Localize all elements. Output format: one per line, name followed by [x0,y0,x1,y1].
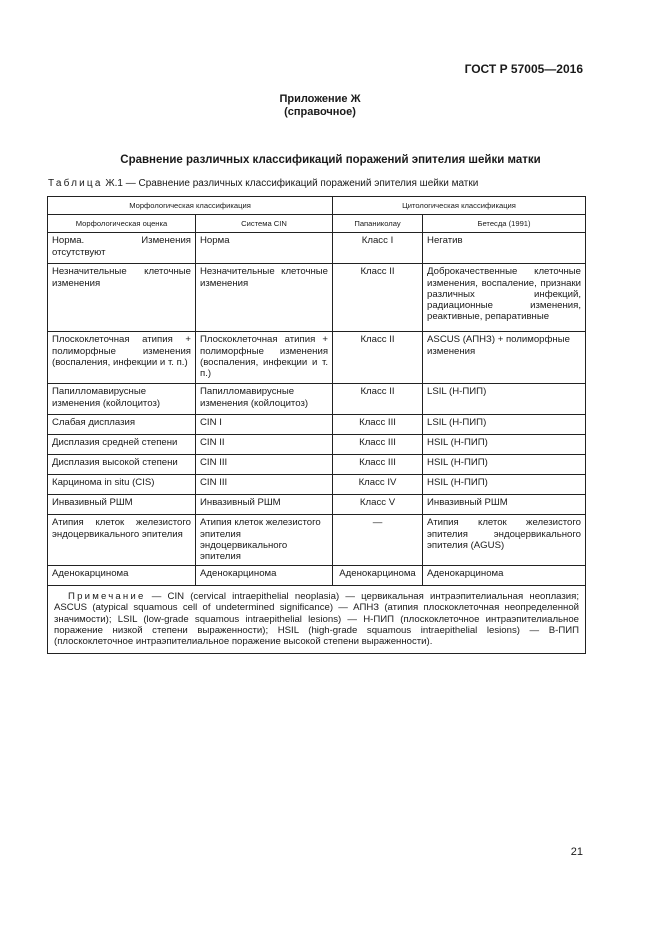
table-caption-label: Ж.1 — Сравнение различных классификаций поражений эпителия шейки матки [102,178,479,189]
table-cell: Инвазивный РШМ [423,495,586,515]
table-caption-prefix: Таблица [48,178,103,189]
table-cell: Аденокарцинома [48,566,196,586]
table-cell: Аденокарцинома [196,566,333,586]
table-cell: HSIL (Н-ПИП) [423,455,586,475]
classification-table [47,196,586,654]
table-cell: Норма. Изменения отсутствуют [48,233,196,264]
table-cell: — [333,515,423,566]
appendix-subtitle: (справочное) [284,106,356,118]
table-cell: Класс III [333,435,423,455]
table-cell: Класс III [333,415,423,435]
table-row [48,435,586,455]
table-cell: Незначительные клеточные изменения [196,264,333,332]
table-cell: Дисплазия высокой степени [48,455,196,475]
table-row [48,495,586,515]
table-cell: LSIL (Н-ПИП) [423,415,586,435]
table-cell: Папилломавирусные изменения (койлоцитоз) [48,384,196,415]
table-cell: Доброкачественные клеточные изменения, воспаление, признаки различных инфекций, радиационные изменения, реактивные, репаративные [423,264,586,332]
table-row [48,415,586,435]
table-cell: Класс II [333,264,423,332]
table-cell: LSIL (Н-ПИП) [423,384,586,415]
main-title: Сравнение различных классификаций поражений эпителия шейки матки [120,154,541,166]
table-cell: Класс V [333,495,423,515]
table-cell: Атипия клеток железистого эндоцервикального эпителия [48,515,196,566]
group-header-row [48,197,586,215]
document-code: ГОСТ Р 57005—2016 [464,62,583,76]
table-cell: Плоскоклеточная атипия + полиморфные изменения (воспаления, инфекции и т. п.) [48,332,196,384]
table-cell: Аденокарцинома [333,566,423,586]
table-cell: Атипия клеток железистого эпителия эндоцервикального эпителия [196,515,333,566]
table-row [48,475,586,495]
table-cell: Атипия клеток железистого эпителия эндоцервикального эпителия (AGUS) [423,515,586,566]
appendix-title: Приложение Ж [279,93,361,105]
table-cell: Норма [196,233,333,264]
column-header-bethesda: Бетесда (1991) [423,215,586,233]
column-header-papanicolaou: Папаниколау [333,215,423,233]
table-row [48,455,586,475]
table-cell: Класс III [333,455,423,475]
group-header-cytological: Цитологическая классификация [333,197,586,215]
table-cell: ASCUS (АПНЗ) + полиморфные изменения [423,332,586,384]
table-cell: Плоскоклеточная атипия + полиморфные изменения (воспаления, инфекции и т. п.) [196,332,333,384]
table-cell: CIN III [196,475,333,495]
table-cell: Слабая дисплазия [48,415,196,435]
table-cell: Незначительные клеточные изменения [48,264,196,332]
note-row [48,586,586,654]
table-cell: CIN I [196,415,333,435]
table-cell: Негатив [423,233,586,264]
table-row [48,384,586,415]
table-cell: Папилломавирусные изменения (койлоцитоз) [196,384,333,415]
table-cell: Класс II [333,332,423,384]
table-cell: Класс IV [333,475,423,495]
table-row [48,332,586,384]
table-row [48,264,586,332]
column-header-cin-system: Система CIN [196,215,333,233]
appendix-heading [0,93,640,119]
table-row [48,515,586,566]
table-row [48,566,586,586]
table-cell: Карцинома in situ (CIS) [48,475,196,495]
table-cell: HSIL (Н-ПИП) [423,475,586,495]
table-cell: HSIL (Н-ПИП) [423,435,586,455]
table-cell: Аденокарцинома [423,566,586,586]
note-label: Примечание [68,591,146,603]
table-cell: Дисплазия средней степени [48,435,196,455]
note-text: — CIN (cervical intraepithelial neoplasia) — цервикальная интраэпителиальная неоплазия; ASCUS (atypical squamous cell of undetermined significance) — АПНЗ (атипия плоскоклеточная неопределенной значимости); LSIL (low-grade squamous intraepithelial lesions) — Н-ПИП (плоскоклеточное интраэпителиальное поражение низкой степени выраженности); HSIL (high-grade squamous intraepithelial lesions) — В-ПИП (плоскоклеточное интраэпителиальное поражение высокой степени выраженности). [54,591,580,648]
table-note [48,586,586,654]
table-cell: Инвазивный РШМ [48,495,196,515]
table-cell: Инвазивный РШМ [196,495,333,515]
table-cell: Класс II [333,384,423,415]
table-cell: CIN III [196,455,333,475]
group-header-morphological: Морфологическая классификация [48,197,333,215]
column-header-row [48,215,586,233]
table-caption [48,178,478,189]
column-header-morph-assessment: Морфологическая оценка [48,215,196,233]
table-cell: Класс I [333,233,423,264]
page-number: 21 [570,846,583,858]
table-cell: CIN II [196,435,333,455]
table-row [48,233,586,264]
